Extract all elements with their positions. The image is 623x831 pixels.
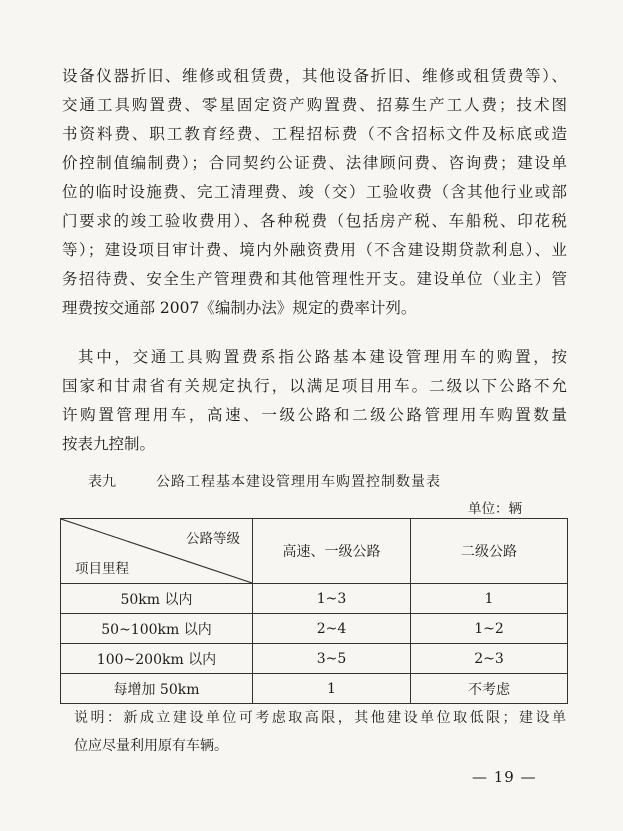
- paragraph-1-line: 价控制值编制费）；合同契约公证费、法律顾问费、咨询费；建设单: [62, 154, 567, 172]
- highway-cell: 1~3: [253, 584, 411, 614]
- highway-cell: 2~4: [253, 614, 411, 644]
- paragraph-1-line: 理费按交通部 2007《编制办法》规定的费率计列。: [62, 299, 417, 317]
- note-line: 说明：新成立建设单位可考虑取高限，其他建设单位取低限；建设单: [74, 710, 566, 726]
- vehicle-quota-table: [60, 518, 568, 704]
- paragraph-1-line: 务招待费、安全生产管理费和其他管理性开支。建设单位（业主）管: [62, 270, 567, 288]
- class2-cell: 1~2: [411, 614, 568, 644]
- table-row: [61, 644, 568, 674]
- table-row: [61, 584, 568, 614]
- paragraph-1-line: 设备仪器折旧、维修或租赁费，其他设备折旧、维修或租赁费等）、: [62, 67, 567, 85]
- note-line: 位应尽量利用原有车辆。: [74, 738, 228, 754]
- paragraph-2-line: 按表九控制。: [62, 435, 156, 453]
- paragraph-2-line: 国家和甘肃省有关规定执行，以满足项目用车。二级以下公路不允: [62, 377, 567, 395]
- table-caption: [88, 471, 441, 491]
- mileage-cell: 100~200km 以内: [61, 644, 253, 674]
- column-header-class2: 二级公路: [411, 519, 568, 584]
- table-row: [61, 614, 568, 644]
- table-title: 公路工程基本建设管理用车购置控制数量表: [156, 474, 441, 490]
- paragraph-2-line: 许购置管理用车，高速、一级公路和二级公路管理用车购置数量: [62, 406, 567, 424]
- page-number: — 19 —: [472, 768, 537, 786]
- class2-cell: 1: [411, 584, 568, 614]
- mileage-cell: 50~100km 以内: [61, 614, 253, 644]
- class2-cell: 2~3: [411, 644, 568, 674]
- table-note: [74, 704, 566, 760]
- highway-cell: 3~5: [253, 644, 411, 674]
- paragraph-1-line: 位的临时设施费、完工清理费、竣（交）工验收费（含其他行业或部: [62, 183, 567, 201]
- paragraph-1: [62, 62, 567, 323]
- corner-header-grade: 公路等级: [186, 531, 240, 547]
- paragraph-1-line: 书资料费、职工教育经费、工程招标费（不含招标文件及标底或造: [62, 125, 567, 143]
- mileage-cell: 每增加 50km: [61, 674, 253, 704]
- paragraph-1-line: 门要求的竣工验收费用）、各种税费（包括房产税、车船税、印花税: [62, 212, 567, 230]
- corner-header-mileage: 项目里程: [75, 561, 129, 577]
- table-corner-cell: [61, 519, 253, 584]
- paragraph-1-line: 交通工具购置费、零星固定资产购置费、招募生产工人费；技术图: [62, 96, 567, 114]
- paragraph-2: [62, 343, 567, 459]
- highway-cell: 1: [253, 674, 411, 704]
- table-row: [61, 674, 568, 704]
- table-header-row: [61, 519, 568, 584]
- paragraph-2-line: 其中，交通工具购置费系指公路基本建设管理用车的购置，按: [78, 348, 567, 366]
- column-header-highway: 高速、一级公路: [253, 519, 411, 584]
- class2-cell: 不考虑: [411, 674, 568, 704]
- mileage-cell: 50km 以内: [61, 584, 253, 614]
- table-number: 表九: [88, 474, 116, 490]
- paragraph-1-line: 等）；建设项目审计费、境内外融资费用（不含建设期贷款利息）、业: [62, 241, 567, 259]
- table-unit: 单位：辆: [468, 501, 522, 517]
